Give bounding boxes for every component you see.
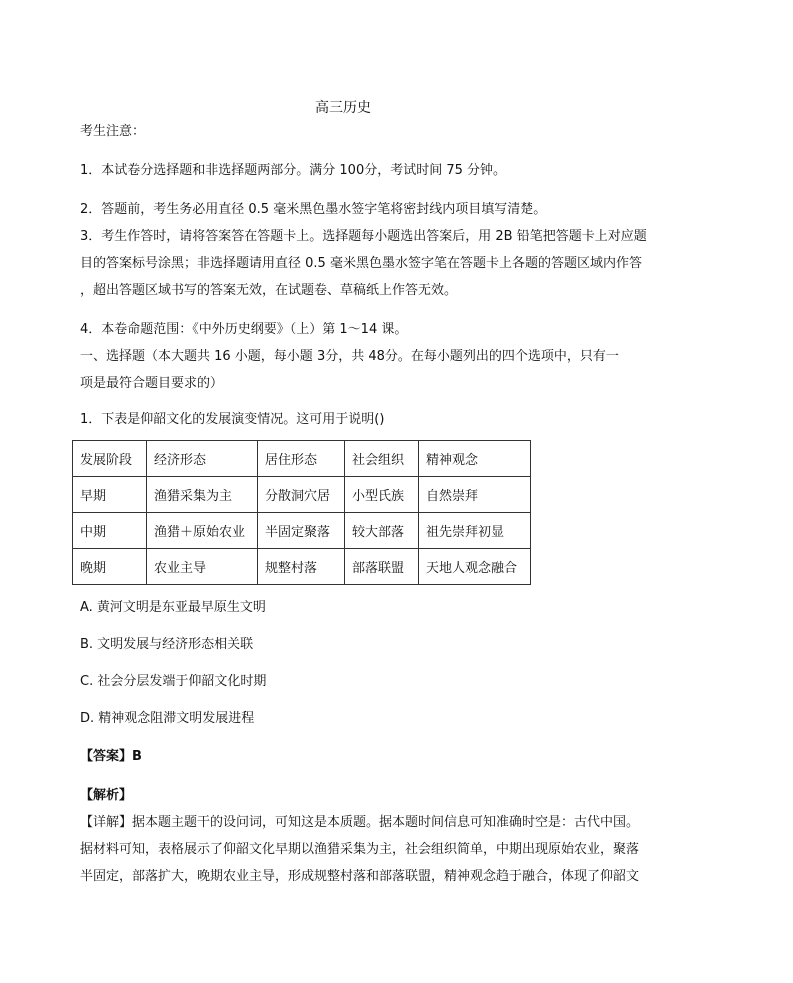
- table-cell: 渔猎采集为主: [147, 477, 258, 513]
- analysis-line-3: 半固定，部落扩大，晚期农业主导，形成规整村落和部落联盟，精神观念趋于融合，体现了仰韶文: [80, 869, 640, 884]
- table-header-cell: 发展阶段: [73, 441, 147, 477]
- table-header-row: [73, 441, 531, 477]
- section-heading: 一、选择题（本大题共 16 小题，每小题 3分，共 48分。在每小题列出的四个选项中，只有一: [80, 349, 619, 364]
- notice-4: 4．本卷命题范围：《中外历史纲要》（上）第 1～14 课。: [80, 322, 408, 337]
- table-cell: 部落联盟: [345, 549, 419, 585]
- table-header-cell: 居住形态: [258, 441, 345, 477]
- option-a: A. 黄河文明是东亚最早原生文明: [80, 600, 266, 615]
- notice-2: 2．答题前，考生务必用直径 0.5 毫米黑色墨水签字笔将密封线内项目填写清楚。: [80, 202, 547, 217]
- option-d: D. 精神观念阻滞文明发展进程: [80, 711, 255, 726]
- table-cell: 分散洞穴居: [258, 477, 345, 513]
- table-row: [73, 513, 531, 549]
- question-stem: 1．下表是仰韶文化的发展演变情况。这可用于说明(): [80, 412, 385, 427]
- table-cell: 较大部落: [345, 513, 419, 549]
- table-cell: 规整村落: [258, 549, 345, 585]
- culture-table: [72, 440, 531, 585]
- notice-heading: 考生注意：: [80, 124, 146, 139]
- table-cell: 祖先崇拜初显: [419, 513, 531, 549]
- answer-label: 【答案】: [80, 749, 133, 764]
- table-cell: 小型氏族: [345, 477, 419, 513]
- table-cell: 早期: [73, 477, 147, 513]
- table-header-cell: 精神观念: [419, 441, 531, 477]
- table-cell: 半固定聚落: [258, 513, 345, 549]
- notice-1: 1．本试卷分选择题和非选择题两部分。满分 100分，考试时间 75 分钟。: [80, 163, 507, 178]
- table-cell: 渔猎＋原始农业: [147, 513, 258, 549]
- doc-title: 高三历史: [315, 100, 371, 116]
- section-heading-cont: 项是最符合题目要求的）: [80, 376, 224, 391]
- notice-3-cont: 目的答案标号涂黑；非选择题请用直径 0.5 毫米黑色墨水签字笔在答题卡上各题的答题区域内作答: [80, 256, 642, 271]
- notice-3-end: ，超出答题区域书写的答案无效，在试题卷、草稿纸上作答无效。: [80, 283, 458, 298]
- table-cell: 农业主导: [147, 549, 258, 585]
- table-cell: 天地人观念融合: [419, 549, 531, 585]
- analysis-label: 【解析】: [80, 788, 133, 803]
- table-header-cell: 社会组织: [345, 441, 419, 477]
- option-c: C. 社会分层发端于仰韶文化时期: [80, 674, 267, 689]
- answer-value: B: [132, 749, 142, 764]
- table-header-cell: 经济形态: [147, 441, 258, 477]
- notice-3: 3．考生作答时，请将答案答在答题卡上。选择题每小题选出答案后，用 2B 铅笔把答题卡上对应题: [80, 229, 647, 244]
- table-row: [73, 549, 531, 585]
- table-cell: 晚期: [73, 549, 147, 585]
- table-row: [73, 477, 531, 513]
- table-cell: 自然崇拜: [419, 477, 531, 513]
- analysis-line-2: 据材料可知，表格展示了仰韶文化早期以渔猎采集为主，社会组织简单，中期出现原始农业，聚落: [80, 842, 640, 857]
- answer-line: [80, 747, 142, 767]
- analysis-line-1: 【详解】据本题主题干的设问词，可知这是本质题。据本题时间信息可知准确时空是：古代中国。: [80, 815, 640, 830]
- option-b: B. 文明发展与经济形态相关联: [80, 637, 254, 652]
- table-cell: 中期: [73, 513, 147, 549]
